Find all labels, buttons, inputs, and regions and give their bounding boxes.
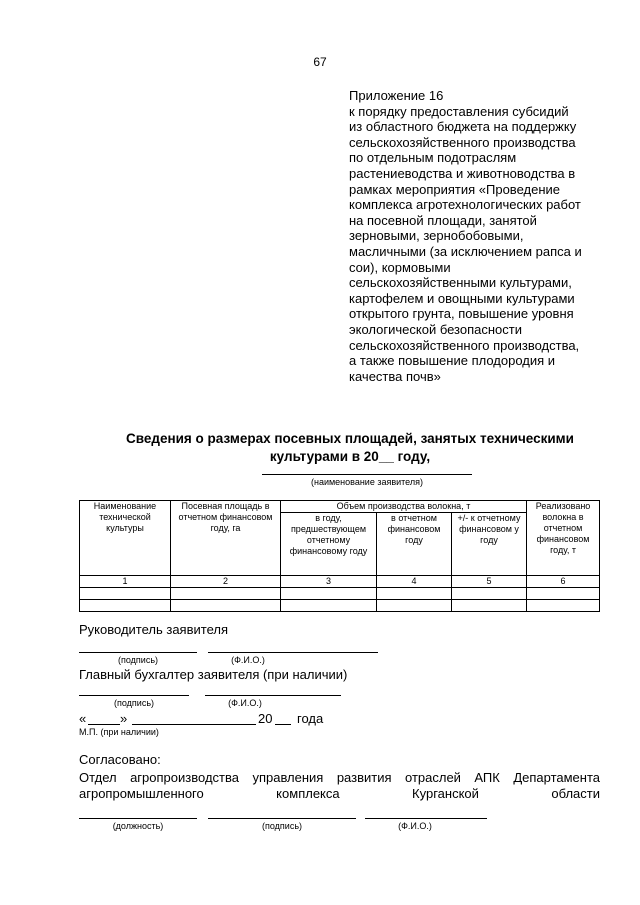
column-number: 2 bbox=[171, 576, 281, 588]
table-cell[interactable] bbox=[377, 600, 452, 612]
accountant-name-caption: (Ф.И.О.) bbox=[228, 698, 262, 708]
date-month-line[interactable] bbox=[132, 724, 256, 725]
column-number: 6 bbox=[527, 576, 600, 588]
header-reporting-year: в отчетном финансовом году bbox=[377, 513, 452, 576]
table-cell[interactable] bbox=[80, 600, 171, 612]
date-quote-open: « bbox=[79, 711, 87, 726]
agreement-name-caption: (Ф.И.О.) bbox=[398, 821, 432, 831]
head-signature-line[interactable] bbox=[79, 652, 197, 653]
table-cell[interactable] bbox=[527, 588, 600, 600]
page-number: 67 bbox=[313, 55, 327, 69]
head-name-line[interactable] bbox=[208, 652, 378, 653]
header-fiber-sold: Реализовано волокна в отчетном финансовом году, т bbox=[527, 501, 600, 576]
head-label: Руководитель заявителя bbox=[79, 622, 228, 637]
table-cell[interactable] bbox=[80, 588, 171, 600]
agreement-signature-line[interactable] bbox=[208, 818, 356, 819]
date-day-line[interactable] bbox=[88, 724, 120, 725]
table-cell[interactable] bbox=[281, 600, 377, 612]
document-title bbox=[60, 430, 640, 466]
head-signature-caption: (подпись) bbox=[117, 655, 159, 665]
appendix-line: масличными (за исключением рапса и bbox=[349, 243, 582, 259]
title-line-2: культурами в 20__ году, bbox=[269, 449, 431, 464]
date-year-prefix: 20 bbox=[258, 711, 273, 726]
accountant-signature-caption: (подпись) bbox=[113, 698, 155, 708]
head-name-caption: (Ф.И.О.) bbox=[231, 655, 265, 665]
appendix-line: качества почв» bbox=[349, 368, 441, 384]
agreement-text: Отдел агропроизводства управления развития отраслей АПК Департамента агропромышленного комплекса Курганской области bbox=[79, 770, 600, 801]
table-cell[interactable] bbox=[171, 600, 281, 612]
agreement-signature-caption: (подпись) bbox=[261, 821, 303, 831]
appendix-line: сельскохозяйственного производства bbox=[349, 134, 576, 150]
appendix-line: рамках мероприятия «Проведение bbox=[349, 181, 561, 197]
table-cell[interactable] bbox=[377, 588, 452, 600]
appendix-line: к порядку предоставления субсидий bbox=[349, 103, 569, 119]
header-crop-name: Наименование технической культуры bbox=[80, 501, 171, 576]
column-number: 4 bbox=[377, 576, 452, 588]
appendix-line: по отдельным подотраслям bbox=[349, 150, 517, 166]
accountant-label: Главный бухгалтер заявителя (при наличии) bbox=[79, 667, 348, 682]
appendix-line: картофелем и овощными культурами bbox=[349, 290, 575, 306]
agreement-name-line[interactable] bbox=[365, 818, 487, 819]
table-cell[interactable] bbox=[452, 588, 527, 600]
applicant-name-line[interactable] bbox=[262, 474, 472, 475]
agreement-label: Согласовано: bbox=[79, 752, 161, 767]
appendix-line: комплекса агротехнологических работ bbox=[349, 197, 581, 213]
accountant-signature-line[interactable] bbox=[79, 695, 189, 696]
appendix-line: зерновыми, зернобобовыми, bbox=[349, 228, 524, 244]
date-year-line[interactable] bbox=[275, 724, 291, 725]
column-number: 1 bbox=[80, 576, 171, 588]
position-caption: (должность) bbox=[112, 821, 164, 831]
date-year-suffix: года bbox=[297, 711, 324, 726]
crop-area-table bbox=[79, 500, 600, 612]
accountant-name-line[interactable] bbox=[205, 695, 341, 696]
column-number: 5 bbox=[452, 576, 527, 588]
table-row bbox=[80, 588, 600, 600]
table-row bbox=[80, 600, 600, 612]
header-difference: +/- к отчетному финансовом у году bbox=[452, 513, 527, 576]
table-cell[interactable] bbox=[171, 588, 281, 600]
table-cell[interactable] bbox=[452, 600, 527, 612]
appendix-line: открытого грунта, повышение уровня bbox=[349, 306, 574, 322]
table-cell[interactable] bbox=[281, 588, 377, 600]
stamp-note: М.П. (при наличии) bbox=[79, 727, 159, 737]
date-quote-close: » bbox=[120, 711, 128, 726]
appendix-line: экологической безопасности bbox=[349, 321, 522, 337]
position-line[interactable] bbox=[79, 818, 197, 819]
appendix-heading bbox=[349, 88, 609, 384]
appendix-line: а также повышение плодородия и bbox=[349, 353, 556, 369]
appendix-line: сельскохозяйственными культурами, bbox=[349, 275, 572, 291]
title-line-1: Сведения о размерах посевных площадей, занятых техническими bbox=[126, 431, 574, 446]
appendix-line: Приложение 16 bbox=[349, 88, 444, 103]
appendix-line: растениеводства и животноводства в bbox=[349, 165, 576, 181]
header-fiber-volume: Объем производства волокна, т bbox=[281, 501, 527, 513]
appendix-line: из областного бюджета на поддержку bbox=[349, 119, 577, 135]
appendix-line: сои), кормовыми bbox=[349, 259, 451, 275]
appendix-line: сельскохозяйственного производства, bbox=[349, 337, 580, 353]
column-number: 3 bbox=[281, 576, 377, 588]
header-previous-year: в году, предшествующем отчетному финансовому году bbox=[281, 513, 377, 576]
table-cell[interactable] bbox=[527, 600, 600, 612]
applicant-caption: (наименование заявителя) bbox=[310, 477, 424, 487]
appendix-line: на посевной площади, занятой bbox=[349, 212, 537, 228]
header-sown-area: Посевная площадь в отчетном финансовом году, га bbox=[171, 501, 281, 576]
